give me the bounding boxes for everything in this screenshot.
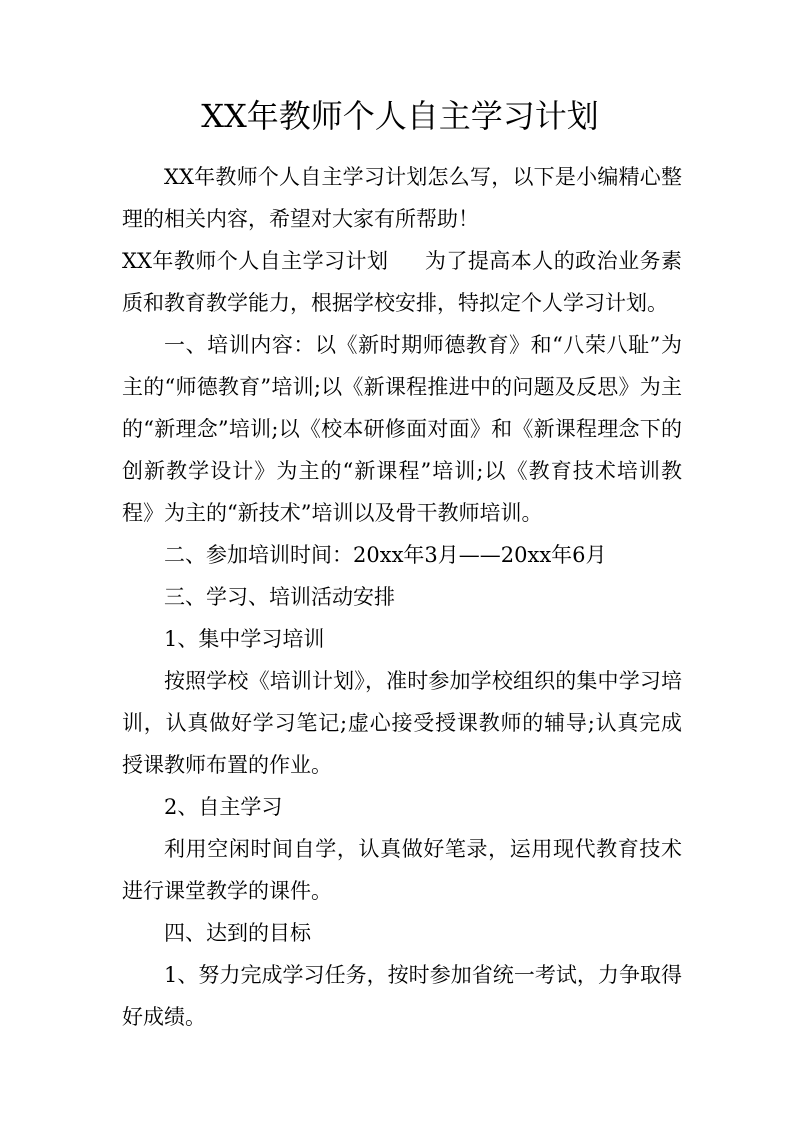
- document-body: [122, 156, 682, 1038]
- goals-heading: 四、达到的目标: [164, 921, 311, 945]
- centralized-training-paragraph: 按照学校《培训计划》，准时参加学校组织的集中学习培训，认真做好学习笔记;虚心接受授课教师的辅导;认真完成授课教师布置的作业。: [122, 669, 682, 777]
- centralized-training-heading: 1、集中学习培训: [164, 627, 325, 651]
- training-time-paragraph: 二、参加培训时间：20xx年3月——20xx年6月: [164, 543, 607, 567]
- plan-intro-paragraph: [122, 240, 682, 324]
- document-title: XX年教师个人自主学习计划: [201, 97, 599, 135]
- arrangement-heading: 三、学习、培训活动安排: [164, 585, 395, 609]
- training-content-paragraph: 一、培训内容：以《新时期师德教育》和“八荣八耻”为主的“师德教育”培训;以《新课程推进中的问题及反思》为主的“新理念”培训;以《校本研修面对面》和《新课程理念下的创新教学设计》为主的“新课程”培训;以《教育技术培训教程》为主的“新技术”培训以及骨干教师培训。: [122, 333, 682, 525]
- plan-heading-inline: XX年教师个人自主学习计划: [122, 249, 389, 273]
- goal-item-1: 1、努力完成学习任务，按时参加省统一考试，力争取得好成绩。: [122, 963, 682, 1029]
- intro-paragraph: XX年教师个人自主学习计划怎么写，以下是小编精心整理的相关内容，希望对大家有所帮助！: [122, 165, 682, 231]
- self-study-heading: 2、自主学习: [164, 795, 283, 819]
- plan-purpose-text: 为了提高本人的政治业务素质和教育教学能力，根据学校安排，特拟定个人学习计划。: [122, 249, 682, 315]
- self-study-paragraph: 利用空闲时间自学，认真做好笔录，运用现代教育技术进行课堂教学的课件。: [122, 837, 682, 903]
